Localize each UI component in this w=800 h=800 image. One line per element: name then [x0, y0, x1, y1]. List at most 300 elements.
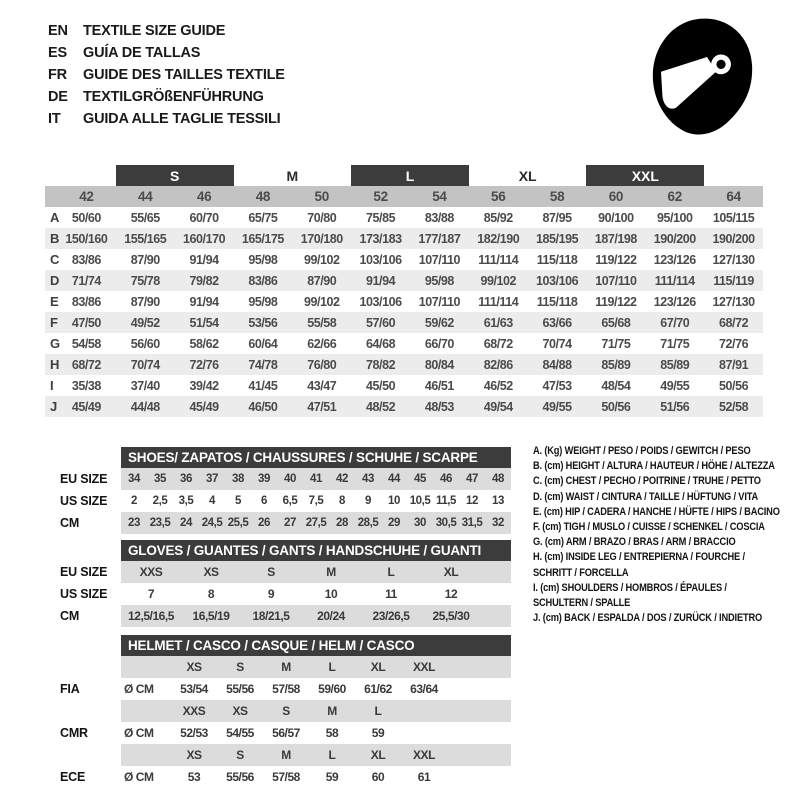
size-value: S: [267, 565, 275, 579]
language-code: IT: [48, 111, 61, 127]
unit-spacer: [121, 700, 171, 722]
size-value: 65/68: [601, 315, 631, 330]
row-label: US SIZE: [60, 587, 108, 601]
size-value: 39: [258, 473, 270, 485]
size-value: 72/76: [719, 336, 749, 351]
helmet-size-label: XL: [370, 748, 386, 762]
size-value: 115/118: [536, 252, 578, 267]
legend-line: D. (cm) WAIST / CINTURA / TAILLE / HÜFTUNG / VITA: [533, 490, 759, 503]
size-value: 105/115: [712, 210, 755, 225]
size-value: 72/76: [189, 357, 219, 372]
size-value: 37: [206, 473, 218, 485]
helmet-size-value: 59/60: [318, 682, 346, 696]
helmet-size-value: 59: [325, 770, 339, 784]
row-label: F: [50, 315, 58, 330]
row-label-spacer: [45, 700, 121, 722]
standard-label: FIA: [60, 682, 80, 696]
size-value: 71/75: [601, 336, 631, 351]
row-label: CM: [60, 516, 80, 530]
size-value: 103/106: [359, 252, 402, 267]
size-value: 103/106: [536, 273, 579, 288]
helmet-size-value: 61: [417, 770, 431, 784]
textile-row-c: [45, 249, 763, 270]
size-value: 32: [492, 517, 504, 529]
size-value: 70/80: [307, 210, 337, 225]
language-label: GUÍA DE TALLAS: [83, 45, 201, 61]
gloves-rows: [45, 561, 511, 627]
size-value: 80/84: [424, 357, 454, 372]
textile-row-h: [45, 354, 763, 375]
size-value: 107/110: [418, 294, 461, 309]
size-value: 190/200: [712, 231, 755, 246]
size-column-header: 64: [726, 189, 741, 204]
row-label: J: [50, 399, 58, 414]
legend-item: [533, 535, 800, 550]
helmet-size-value: 53/54: [180, 682, 208, 696]
size-value: 39/42: [189, 378, 219, 393]
size-value: 85/92: [483, 210, 513, 225]
helmet-rows: [45, 656, 511, 788]
size-value: 119/122: [595, 252, 637, 267]
size-value: 36: [180, 473, 192, 485]
size-value: 75/85: [366, 210, 396, 225]
size-value: 8: [207, 587, 215, 601]
size-value: 46/50: [248, 399, 278, 414]
helmet-size-value: 52/53: [180, 726, 208, 740]
legend-line: E. (cm) HIP / CADERA / HANCHE / HÜFTE / HIPS / BACINO: [533, 505, 780, 518]
size-value: 67/70: [660, 315, 690, 330]
helmet-size-value: 54/55: [226, 726, 254, 740]
size-value: 27: [284, 517, 296, 529]
size-value: 48: [492, 473, 504, 485]
size-value: 84/88: [542, 357, 572, 372]
unit-label: Ø CM: [124, 726, 154, 740]
size-value: 59/62: [424, 315, 454, 330]
helmet-size-label: S: [282, 704, 290, 718]
language-list: [48, 20, 285, 130]
size-value: 182/190: [477, 231, 520, 246]
size-value: 87/90: [130, 294, 160, 309]
row-label: E: [50, 294, 59, 309]
size-value: XXS: [139, 565, 163, 579]
row-label: EU SIZE: [60, 472, 108, 486]
size-value: 78/82: [366, 357, 396, 372]
size-value: 91/94: [189, 294, 219, 309]
size-value: 83/86: [248, 273, 278, 288]
helmet-size-label: XS: [232, 704, 248, 718]
size-column-header: 50: [314, 189, 329, 204]
size-value: 123/126: [653, 294, 696, 309]
helmet-size-label-row: [45, 700, 511, 722]
size-column-header: 56: [491, 189, 506, 204]
size-value: 35: [154, 473, 166, 485]
size-group-xl: XL: [518, 167, 537, 184]
row-label: B: [50, 231, 60, 246]
size-value: 170/180: [300, 231, 343, 246]
size-value: 50/56: [719, 378, 749, 393]
helmet-size-label: S: [236, 748, 244, 762]
size-value: 87/95: [542, 210, 572, 225]
helmet-size-label: XS: [186, 748, 202, 762]
language-row: [48, 108, 285, 130]
size-value: 173/183: [359, 231, 402, 246]
row-values: [121, 490, 511, 512]
size-value: 119/122: [595, 294, 637, 309]
size-value: 85/89: [660, 357, 690, 372]
size-value: 68/72: [719, 315, 749, 330]
helmet-size-values: [121, 678, 511, 700]
size-value: 111/114: [478, 252, 519, 267]
size-value: 52/58: [719, 399, 749, 414]
size-value: 3,5: [178, 495, 194, 507]
size-value: 47/50: [71, 315, 101, 330]
size-value: 34: [128, 473, 140, 485]
size-value: 28,5: [357, 517, 379, 529]
size-column-header: 42: [79, 189, 94, 204]
size-value: 48/52: [366, 399, 396, 414]
size-value: 47/53: [542, 378, 572, 393]
size-value: 54/58: [71, 336, 101, 351]
size-column-header: 48: [255, 189, 271, 204]
size-value: 10: [324, 587, 338, 601]
size-value: 74/78: [248, 357, 278, 372]
helmet-size-label: M: [281, 660, 291, 674]
textile-row-i: [45, 375, 763, 396]
row-label-spacer: [45, 186, 57, 207]
legend-line: A. (Kg) WEIGHT / PESO / POIDS / GEWITCH / PESO: [533, 445, 751, 457]
size-column-header: 54: [432, 189, 447, 204]
size-column-header: 58: [549, 189, 565, 204]
size-value: 58/62: [189, 336, 219, 351]
size-value: 49/54: [483, 399, 513, 414]
helmet-size-label: M: [281, 748, 291, 762]
helmet-size-label: L: [328, 660, 336, 674]
size-value: 24,5: [201, 517, 223, 529]
size-value: 43: [362, 473, 374, 485]
row-label: G: [50, 336, 61, 351]
size-value: 41/45: [248, 378, 278, 393]
helmet-size-label: L: [374, 704, 382, 718]
size-value: 64/68: [366, 336, 396, 351]
helmet-value-row-ece: [45, 766, 511, 788]
size-value: 99/102: [480, 273, 517, 288]
gloves-section: [45, 540, 511, 627]
row-values: [121, 468, 511, 490]
size-value: 187/198: [594, 231, 637, 246]
size-value: 75/78: [130, 273, 160, 288]
size-value: 47: [466, 473, 478, 485]
size-value: 49/55: [660, 378, 690, 393]
size-value: 45/49: [71, 399, 101, 414]
size-value: 28: [336, 517, 348, 529]
size-value: 7: [147, 587, 155, 601]
size-value: 16,5/19: [192, 609, 230, 623]
textile-row-a: [45, 207, 763, 228]
size-value: 107/110: [595, 273, 637, 288]
size-value: 47/51: [307, 399, 337, 414]
size-value: 45: [414, 473, 426, 485]
size-value: 44: [388, 473, 400, 485]
helmet-size-labels: [121, 700, 511, 722]
legend-line: B. (cm) HEIGHT / ALTURA / HAUTEUR / HÖHE / ALTEZZA: [533, 460, 775, 473]
size-value: 30: [414, 517, 426, 529]
size-value: 115/118: [536, 294, 578, 309]
size-value: 62/66: [307, 336, 337, 351]
helmet-size-value: 60: [371, 770, 385, 784]
helmet-size-value: 53: [187, 770, 201, 784]
size-value: 12,5/16,5: [128, 609, 174, 623]
size-value: 43/47: [307, 378, 337, 393]
size-value: 66/70: [424, 336, 454, 351]
gloves-row: [45, 605, 511, 627]
row-label: I: [50, 378, 54, 393]
size-value: 23: [128, 517, 140, 529]
row-values: [121, 561, 511, 583]
textile-row-f: [45, 312, 763, 333]
row-label: D: [50, 273, 60, 288]
textile-size-table: [45, 165, 763, 417]
helmet-size-value: 59: [371, 726, 385, 740]
size-value: 48/54: [601, 378, 631, 393]
gloves-section-title: GLOVES / GUANTES / GANTS / HANDSCHUHE / GUANTI: [121, 540, 511, 561]
textile-row-d: [45, 270, 763, 291]
size-value: 70/74: [542, 336, 572, 351]
size-value: 23/26,5: [372, 609, 410, 623]
size-group-row: [45, 165, 763, 186]
size-column-header: 52: [373, 189, 388, 204]
unit-label: Ø CM: [124, 770, 154, 784]
legend-item: [533, 581, 800, 611]
size-value: 25,5/30: [432, 609, 470, 623]
size-value: 79/82: [189, 273, 219, 288]
size-value: 23,5: [149, 517, 171, 529]
size-value: 46: [440, 473, 452, 485]
row-label-spacer: [45, 656, 121, 678]
helmet-size-value: 57/58: [272, 682, 300, 696]
size-value: 55/58: [307, 315, 337, 330]
helmet-size-labels: [121, 656, 511, 678]
size-value: 107/110: [418, 252, 461, 267]
size-value: 127/130: [712, 294, 755, 309]
size-value: XS: [203, 565, 219, 579]
size-value: 68/72: [483, 336, 513, 351]
size-group-xxl: XXL: [586, 165, 704, 186]
size-value: 71/74: [71, 273, 101, 288]
size-value: 85/89: [601, 357, 631, 372]
row-label-spacer: [45, 744, 121, 766]
shoes-section-title: SHOES/ ZAPATOS / CHAUSSURES / SCHUHE / SCARPE: [121, 447, 511, 468]
legend-item: [533, 490, 800, 505]
language-label: GUIDA ALLE TAGLIE TESSILI: [83, 111, 281, 127]
size-value: 9: [267, 587, 275, 601]
size-value: M: [326, 565, 336, 579]
size-value: 7,5: [308, 495, 324, 507]
size-value: 25,5: [227, 517, 249, 529]
size-value: 83/86: [71, 252, 101, 267]
size-value: 82/86: [483, 357, 513, 372]
size-value: 111/114: [654, 273, 695, 288]
size-value: 160/170: [183, 231, 226, 246]
size-value: 55/65: [130, 210, 160, 225]
measurement-legend: [533, 444, 800, 626]
size-value: 40: [284, 473, 296, 485]
size-value: 30,5: [435, 517, 457, 529]
size-value: 83/86: [71, 294, 101, 309]
row-values: [121, 583, 511, 605]
language-code: FR: [48, 67, 67, 83]
size-value: 10,5: [409, 495, 431, 507]
helmet-size-value: 56/57: [272, 726, 300, 740]
size-value: 48/53: [424, 399, 454, 414]
legend-line: I. (cm) SHOULDERS / HOMBROS / ÉPAULES /: [533, 581, 727, 594]
size-value: 185/195: [536, 231, 579, 246]
legend-item: [533, 520, 800, 535]
textile-row-g: [45, 333, 763, 354]
helmet-section: [45, 635, 511, 788]
size-value: 60/64: [248, 336, 278, 351]
size-column-header: 44: [138, 189, 153, 204]
size-value: 46/52: [483, 378, 513, 393]
standard-label: ECE: [60, 770, 86, 784]
gloves-row: [45, 561, 511, 583]
helmet-size-value: 58: [325, 726, 339, 740]
language-code: ES: [48, 45, 67, 61]
size-value: 27,5: [305, 517, 327, 529]
size-value: 127/130: [712, 252, 755, 267]
row-label: CM: [60, 609, 80, 623]
helmet-size-values: [121, 722, 511, 744]
size-column-header: 46: [196, 189, 212, 204]
textile-row-b: [45, 228, 763, 249]
size-value: 11: [385, 587, 397, 601]
helmet-size-value: 61/62: [364, 682, 392, 696]
size-value: 44/48: [130, 399, 160, 414]
size-value: 165/175: [241, 231, 284, 246]
size-value: 83/88: [424, 210, 454, 225]
size-value: 42: [336, 473, 348, 485]
size-value: 95/98: [248, 294, 278, 309]
textile-rows: [45, 207, 763, 417]
size-value: 57/60: [366, 315, 396, 330]
row-label: H: [50, 357, 60, 372]
size-value: 155/165: [124, 231, 167, 246]
size-value: 38: [232, 473, 244, 485]
size-value: 90/100: [598, 210, 634, 225]
unit-label: Ø CM: [124, 682, 154, 696]
language-label: GUIDE DES TAILLES TEXTILE: [83, 67, 285, 83]
size-value: 95/98: [248, 252, 278, 267]
helmet-size-labels: [121, 744, 511, 766]
helmet-value-row-fia: [45, 678, 511, 700]
size-value: 5: [235, 495, 241, 507]
standard-label: CMR: [60, 726, 88, 740]
helmet-size-label: XXL: [413, 660, 435, 674]
legend-line: H. (cm) INSIDE LEG / ENTREPIERNA / FOURCHE /: [533, 551, 745, 564]
size-value: 76/80: [307, 357, 337, 372]
language-row: [48, 64, 285, 86]
helmet-size-label: XL: [370, 660, 386, 674]
size-value: 45/49: [189, 399, 219, 414]
helmet-size-label: XS: [186, 660, 202, 674]
size-value: 8: [339, 495, 345, 507]
legend-item: [533, 550, 800, 580]
gloves-row: [45, 583, 511, 605]
language-code: DE: [48, 89, 68, 105]
language-code: EN: [48, 23, 68, 39]
helmet-size-label-row: [45, 744, 511, 766]
size-column-header: 60: [608, 189, 624, 204]
shoes-row: [45, 490, 511, 512]
helmet-value-row-cmr: [45, 722, 511, 744]
size-number-row: [45, 186, 763, 207]
size-value: 87/91: [719, 357, 749, 372]
textile-row-j: [45, 396, 763, 417]
helmet-size-value: 55/56: [226, 770, 254, 784]
size-value: 12: [444, 587, 458, 601]
size-value: 13: [492, 495, 504, 507]
size-value: 50/56: [601, 399, 631, 414]
unit-spacer: [121, 656, 171, 678]
size-value: 11,5: [436, 495, 456, 507]
language-label: TEXTILE SIZE GUIDE: [83, 23, 226, 39]
size-value: 2: [131, 495, 137, 507]
size-group-l: L: [351, 165, 469, 186]
helmet-section-title: HELMET / CASCO / CASQUE / HELM / CASCO: [121, 635, 511, 656]
size-value: 49/55: [542, 399, 572, 414]
language-row: [48, 20, 285, 42]
size-value: 63/66: [542, 315, 572, 330]
legend-item: [533, 474, 800, 489]
size-value: 10: [388, 495, 400, 507]
size-value: 87/90: [130, 252, 160, 267]
shoes-row: [45, 468, 511, 490]
size-value: 35/38: [71, 378, 101, 393]
size-value: 37/40: [130, 378, 160, 393]
helmet-size-label: XXS: [182, 704, 206, 718]
helmet-size-label: L: [328, 748, 336, 762]
size-value: 51/54: [189, 315, 219, 330]
helmet-icon: [646, 12, 768, 144]
size-value: 41: [310, 473, 322, 485]
size-value: 68/72: [71, 357, 101, 372]
row-label: C: [50, 252, 60, 267]
legend-item: [533, 611, 800, 626]
size-value: 53/56: [248, 315, 278, 330]
size-value: 26: [258, 517, 270, 529]
helmet-size-values: [121, 766, 511, 788]
size-value: 24: [180, 517, 192, 529]
size-value: L: [387, 565, 395, 579]
size-value: 2,5: [152, 495, 168, 507]
size-value: 91/94: [189, 252, 219, 267]
size-value: 177/187: [418, 231, 461, 246]
size-value: 115/119: [713, 273, 754, 288]
size-value: 123/126: [653, 252, 696, 267]
row-label: A: [50, 210, 60, 225]
size-value: 99/102: [303, 294, 340, 309]
row-label: EU SIZE: [60, 565, 108, 579]
size-value: XL: [443, 565, 459, 579]
size-value: 31,5: [461, 517, 483, 529]
size-value: 95/98: [424, 273, 454, 288]
size-value: 95/100: [656, 210, 693, 225]
legend-line: SCHULTERN / SPALLE: [533, 597, 631, 610]
size-value: 50/60: [71, 210, 101, 225]
shoes-section: [45, 447, 511, 534]
legend-item: [533, 444, 800, 459]
unit-spacer: [121, 744, 171, 766]
size-value: 9: [365, 495, 371, 507]
